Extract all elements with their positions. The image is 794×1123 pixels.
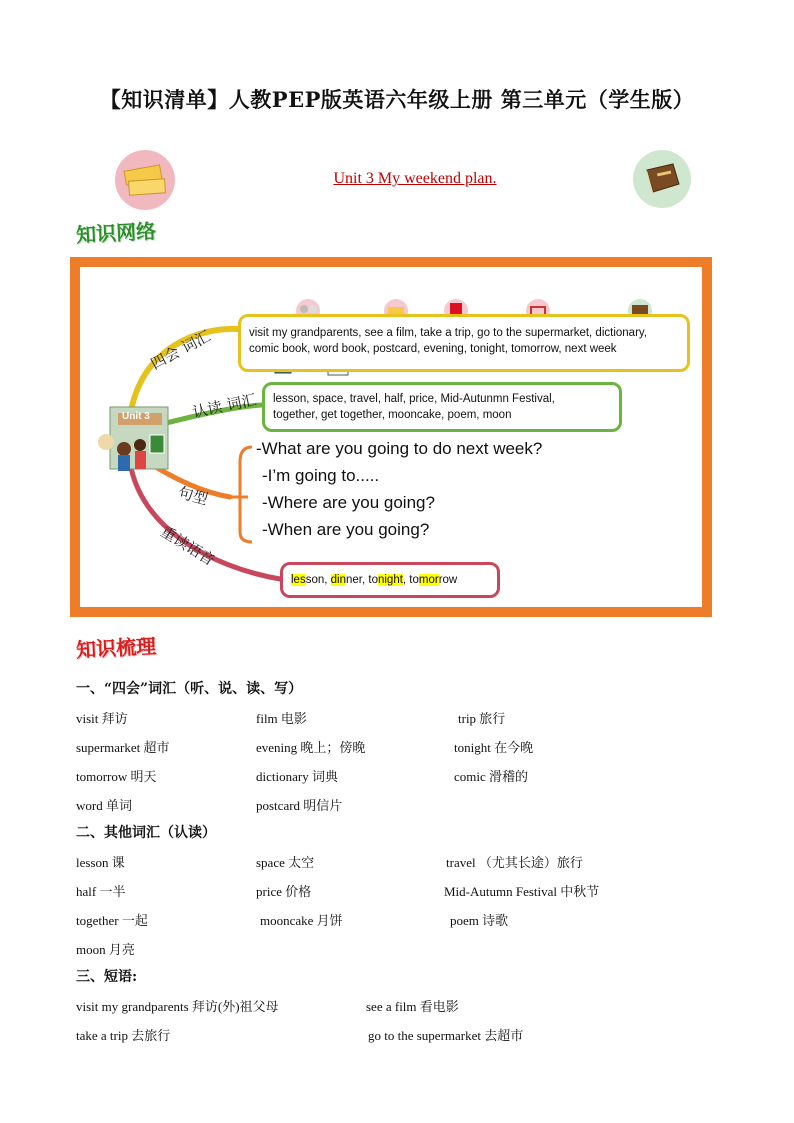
four-skill-box (238, 314, 690, 372)
tickets-icon (115, 150, 175, 210)
book-icon (633, 150, 691, 208)
vocab-item: trip 旅行 (458, 711, 506, 726)
four-skill-line2: comic book, word book, postcard, evening, tonight, tomorrow, next week (249, 343, 617, 355)
vocab-item: mooncake 月饼 (260, 913, 343, 928)
unit-title: Unit 3 My weekend plan. (333, 170, 497, 187)
stress-hl: mor (418, 574, 439, 586)
vocab-item: supermarket 超市 (76, 740, 170, 755)
vocab-item: price 价格 (256, 884, 312, 899)
sentence-2: -I’m going to..... (262, 466, 380, 485)
network-heading: 知识网络 (75, 218, 157, 248)
sentence-1: -What are you going to do next week? (256, 439, 543, 458)
vocab-item: film 电影 (256, 711, 307, 726)
part2-heading: 二、其他词汇（认读） (76, 825, 216, 841)
sentence-3: -Where are you going? (262, 493, 435, 512)
table-row (76, 795, 716, 824)
branch-stress: 重读语音 (157, 522, 218, 570)
part1-heading: 一、“四会”词汇（听、说、读、写） (76, 681, 303, 697)
vocab-item: dictionary 词典 (256, 769, 338, 784)
stress-hl: night (377, 574, 403, 586)
table-row (76, 708, 716, 737)
table-row (76, 881, 716, 910)
recognize-box (262, 382, 622, 432)
stress-rest: , to (402, 574, 419, 586)
recognize-line2: together, get together, mooncake, poem, moon (273, 409, 512, 421)
review-heading: 知识梳理 (75, 633, 157, 663)
stress-rest: son, (305, 574, 331, 586)
vocab-item: comic 滑稽的 (454, 769, 529, 784)
table-row (76, 939, 716, 968)
table-row (76, 737, 716, 766)
table-row (76, 766, 716, 795)
vocab-item: Mid-Autumn Festival 中秋节 (444, 884, 600, 899)
stress-hl: din (330, 574, 346, 586)
vocab-item: visit 拜访 (76, 711, 128, 726)
stress-box (280, 562, 500, 598)
vocab-item: evening 晚上；傍晚 (256, 740, 366, 755)
vocab-item: moon 月亮 (76, 942, 135, 957)
stress-hl: les (291, 574, 306, 586)
mindmap (70, 257, 712, 617)
table-row (76, 1025, 716, 1054)
table-row (76, 996, 716, 1025)
four-skill-line1: visit my grandparents, see a film, take a trip, go to the supermarket, dictionary, (249, 327, 647, 339)
branch-four-skill: 四会 词汇 (147, 326, 214, 374)
stress-rest: ner, to (346, 574, 378, 586)
sentence-4: -When are you going? (262, 520, 430, 539)
branch-sentences: 句型 (176, 483, 210, 509)
sentence-list (256, 435, 542, 543)
mindmap-canvas (80, 267, 702, 607)
stress-rest: row (438, 574, 458, 586)
branch-recognize: 认读 词汇 (190, 390, 259, 422)
phrase-item: go to the supermarket 去超市 (368, 1028, 524, 1043)
vocab-item: word 单词 (76, 798, 132, 813)
center-unit-label: Unit 3 (122, 411, 150, 422)
vocab-item: half 一半 (76, 884, 126, 899)
phrase-item: visit my grandparents 拜访(外)祖父母 (76, 999, 279, 1014)
vocab-item: travel （尤其长途）旅行 (446, 855, 583, 870)
part3-heading: 三、短语: (76, 969, 138, 985)
vocab-item: tomorrow 明天 (76, 769, 157, 784)
vocab-content (76, 680, 716, 1054)
phrase-item: take a trip 去旅行 (76, 1028, 171, 1043)
phrase-item: see a film 看电影 (366, 999, 459, 1014)
vocab-item: postcard 明信片 (256, 798, 343, 813)
table-row (76, 910, 716, 939)
vocab-item: poem 诗歌 (450, 913, 509, 928)
vocab-item: together 一起 (76, 913, 148, 928)
vocab-item: tonight 在今晚 (454, 740, 534, 755)
table-row (76, 852, 716, 881)
vocab-item: lesson 课 (76, 855, 125, 870)
recognize-line1: lesson, space, travel, half, price, Mid-Autunmn Festival, (273, 393, 555, 405)
page-title: 【知识清单】人教PEP版英语六年级上册 第三单元（学生版） (99, 87, 695, 112)
vocab-item: space 太空 (256, 855, 315, 870)
